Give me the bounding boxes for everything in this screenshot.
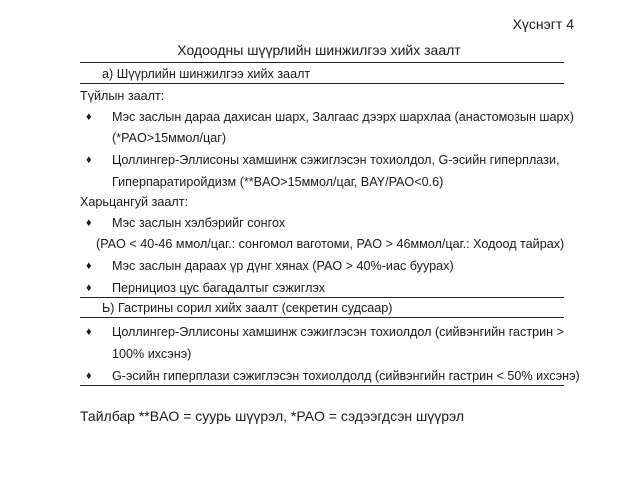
item-line: Цоллингер-Эллисоны хамшинж сэжиглэсэн тохиолдол, G-эсийн гиперплази, — [112, 153, 560, 167]
rule-section-a — [80, 83, 564, 84]
bullet-icon: ♦ — [86, 111, 92, 123]
item-line: Цоллингер-Эллисоны хамшинж сэжиглэсэн тохиолдол (сийвэнгийн гастрин > — [112, 325, 564, 339]
item-line: Мэс заслын дараах үр дүнг хянах (PAO > 40%-иас буурах) — [112, 259, 454, 273]
appendix-label: Хүснэгт 4 — [512, 16, 574, 32]
item-line: Гиперпаратиройдизм (**BAO>15ммол/цаг, BAY/PAO<0.6) — [112, 175, 444, 189]
group-absolute-label: Түйлын заалт: — [80, 89, 165, 103]
bullet-icon: ♦ — [86, 260, 92, 272]
footnote: Тайлбар **BAO = суурь шүүрэл, *PAO = сэдээгдсэн шүүрэл — [80, 408, 465, 424]
bullet-icon: ♦ — [86, 282, 92, 294]
bullet-icon: ♦ — [86, 217, 92, 229]
group-relative-label: Харьцангуй заалт: — [80, 195, 188, 209]
item-line: (*PAO>15ммол/цаг) — [112, 131, 227, 145]
item-line: 100% ихсэнэ) — [112, 347, 192, 361]
bullet-icon: ♦ — [86, 326, 92, 338]
section-a-heading: а) Шүүрлийн шинжилгээ хийх заалт — [102, 67, 311, 81]
section-b-heading: Ь) Гастрины сорил хийх заалт (секретин судсаар) — [102, 301, 393, 315]
rule-top — [80, 62, 564, 63]
item-line: Пернициоз цус багадалтыг сэжиглэх — [112, 281, 326, 295]
bullet-icon: ♦ — [86, 154, 92, 166]
rule-bottom — [80, 385, 564, 386]
item-line: Мэс заслын хэлбэрийг сонгох — [112, 216, 286, 230]
item-line: Мэс заслын дараа дахисан шарх, Залгаас дээрх шархлаа (анастомозын шарх) — [112, 110, 574, 124]
rule-section-b-top — [80, 297, 564, 298]
table-title: Ходоодны шүүрлийн шинжилгээ хийх заалт — [177, 42, 461, 58]
bullet-icon: ♦ — [86, 370, 92, 382]
rule-section-b — [80, 317, 564, 318]
item-line: G-эсийн гиперплази сэжиглэсэн тохиолдолд (сийвэнгийн гастрин < 50% ихсэнэ) — [112, 369, 580, 383]
item-line: (PAO < 40-46 ммол/цаг.: сонгомол ваготоми, PAO > 46ммол/цаг.: Ходоод тайрах) — [96, 237, 565, 251]
